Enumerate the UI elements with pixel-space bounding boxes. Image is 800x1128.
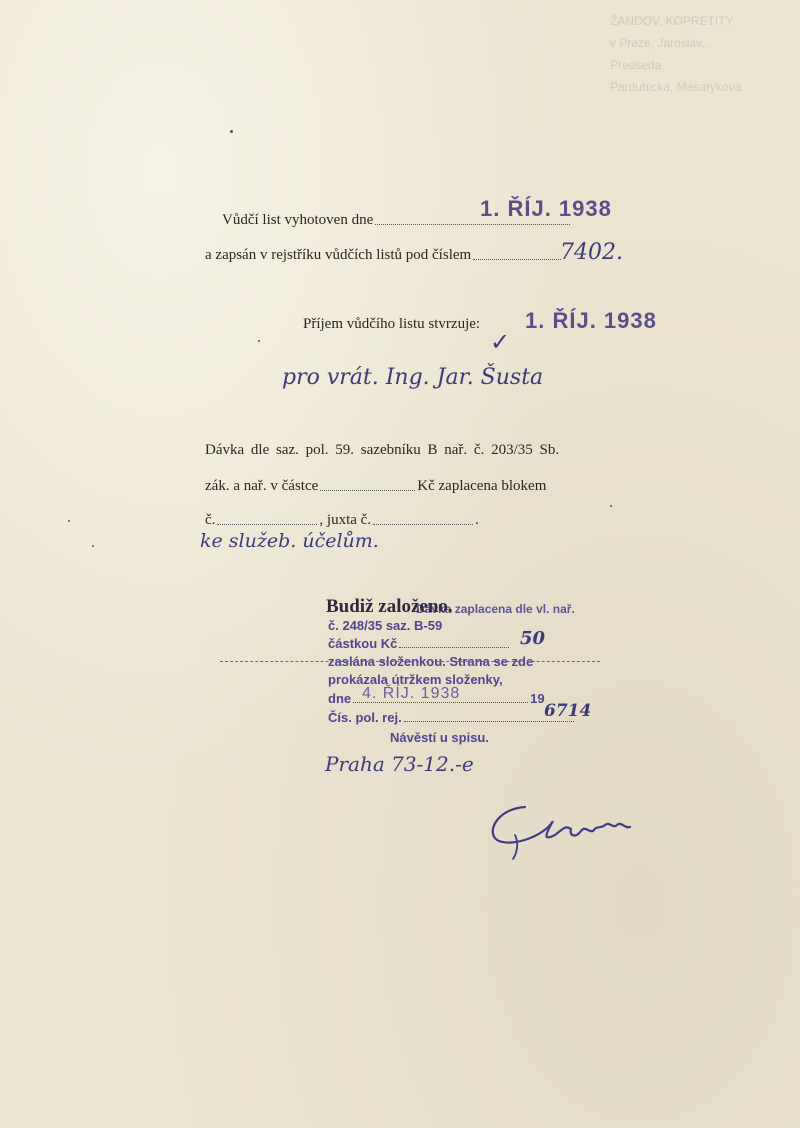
amount-label: zák. a nař. v částce bbox=[205, 478, 319, 494]
fee-stamp-line5: prokázala útržkem složenky, bbox=[328, 672, 503, 687]
paper-speck bbox=[258, 340, 260, 342]
dotted-fill bbox=[373, 523, 473, 525]
dotted-fill bbox=[404, 721, 574, 722]
line-end: . bbox=[475, 512, 479, 528]
fee-register-handwritten: 6714 bbox=[544, 701, 592, 721]
bleed-line: ŽANDOV, KOPRETITY bbox=[610, 14, 734, 28]
purpose-note-handwritten: ke služeb. účelům. bbox=[200, 530, 379, 552]
paper-speck bbox=[230, 130, 233, 133]
block-number-label: č. bbox=[205, 512, 216, 528]
fee-stamp-register-row bbox=[328, 710, 576, 725]
fee-stamp-date-suffix: 19 bbox=[530, 691, 545, 706]
paper-speck bbox=[68, 520, 70, 522]
dotted-fill bbox=[320, 489, 415, 491]
dotted-fill bbox=[375, 223, 570, 225]
filing-stamp-title: Budiž založeno. bbox=[326, 596, 453, 617]
dotted-fill bbox=[473, 258, 561, 260]
issued-date-label: Vůdčí list vyhotoven dne bbox=[222, 212, 374, 228]
fee-amount-handwritten: 50 bbox=[520, 628, 546, 649]
paper-speck bbox=[610, 505, 612, 507]
signature-image bbox=[485, 795, 635, 870]
fee-stamp-register-label: Čís. pol. rej. bbox=[328, 710, 402, 725]
fee-stamp-amount-label: částkou Kč bbox=[328, 636, 398, 651]
register-label: a zapsán v rejstříku vůdčích listů pod číslem bbox=[205, 247, 472, 263]
amount-after: Kč zaplacena blokem bbox=[417, 478, 547, 494]
bleed-line: Předseda bbox=[610, 58, 662, 72]
check-mark: ✓ bbox=[490, 328, 511, 356]
receipt-note-handwritten: pro vrát. Ing. Jar. Šusta bbox=[282, 365, 544, 390]
dotted-fill bbox=[399, 647, 509, 648]
register-line bbox=[205, 247, 563, 264]
register-number-handwritten: 7402. bbox=[560, 240, 623, 265]
fee-stamp-overprint: Dávka zaplacena dle vl. nař. bbox=[416, 602, 575, 616]
bleed-line: v Praze, Jaroslav... bbox=[610, 36, 712, 50]
signature-icon bbox=[485, 795, 635, 865]
bleed-line: Pardubická, Masarykova bbox=[610, 80, 742, 94]
fee-text: Dávka dle saz. pol. 59. sazebníku B nař. č. 203/35 Sb. bbox=[205, 442, 560, 458]
juxta-label: , juxta č. bbox=[319, 512, 372, 528]
receipt-line bbox=[303, 316, 480, 333]
issued-date-stamp: 1. ŘÍJ. 1938 bbox=[480, 196, 612, 221]
fee-stamp-date: 4. ŘÍJ. 1938 bbox=[362, 685, 461, 702]
paper-speck bbox=[92, 545, 94, 547]
receipt-label: Příjem vůdčího listu stvrzuje: bbox=[303, 316, 481, 332]
fee-stamp-line4: zaslána složenkou. Strana se zde bbox=[328, 654, 534, 669]
fee-stamp-block bbox=[320, 596, 620, 760]
fee-line bbox=[205, 442, 559, 459]
fee-stamp-regulation: č. 248/35 saz. B-59 bbox=[328, 618, 443, 633]
bleed-through-text bbox=[600, 0, 800, 150]
dotted-fill bbox=[217, 523, 317, 525]
fee-stamp-date-label: dne bbox=[328, 691, 352, 706]
stamp-rule bbox=[220, 661, 600, 662]
fee-stamp-amount-row bbox=[328, 636, 511, 651]
amount-line bbox=[205, 478, 546, 495]
receipt-date-stamp: 1. ŘÍJ. 1938 bbox=[525, 308, 657, 333]
place-note-handwritten: Praha 73-12.-e bbox=[325, 752, 474, 776]
block-number-line bbox=[205, 512, 479, 529]
fee-stamp-notice: Návěstí u spisu. bbox=[390, 730, 489, 745]
